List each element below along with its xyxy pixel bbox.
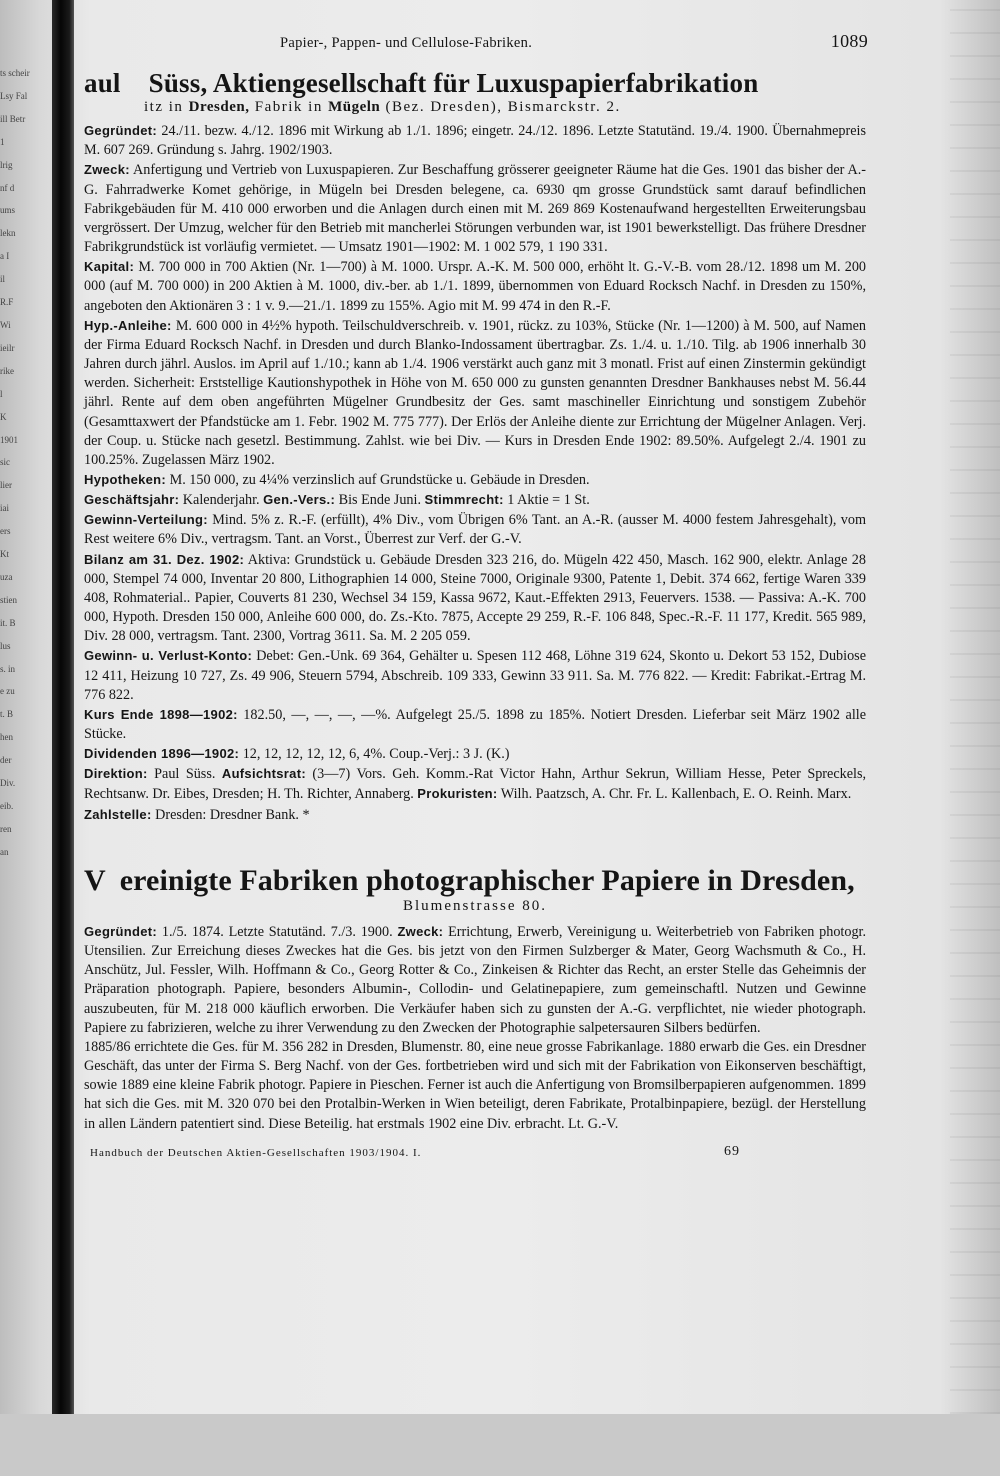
section-text: M. 700 000 in 700 Aktien (Nr. 1—700) à M. 1000. Urspr. A.-K. M. 500 000, erhöht lt. G.-V.-B. vom 28./12. 1898 um M. 200 000 (auf M. 700 000) in 200 Aktien à M. 1000, div.-ber. ab 1./1. 1899, übernommen von Eduard Rocksch Nachf. in Dresden zu 150%, angeboten den Aktionären 3 : 1 v. 9.—21./1. 1899 zu 155%. Agio mit M. 99 474 in den R.-F. — [84, 259, 867, 314]
margin-fragment: K — [0, 411, 7, 422]
running-head-title: Papier-, Pappen- und Cellulose-Fabriken. — [280, 35, 533, 51]
section-key: Bilanz am 31. Dez. 1902: — [84, 551, 245, 567]
section-text: M. 150 000, zu 4¼% verzinslich auf Grundstücke u. Gebäude in Dresden. — [169, 471, 590, 488]
margin-fragment: lrig — [0, 159, 13, 170]
section-separator — [84, 825, 866, 865]
section-text: 12, 12, 12, 12, 12, 6, 4%. Coup.-Verj.: 3 J. (K.) — [242, 746, 510, 763]
section-key: Kapital: — [84, 259, 135, 275]
company2-section — [84, 922, 866, 1038]
company2-title-text: ereinigte Fabriken photographischer Papiere in Dresden, — [119, 863, 855, 897]
section-text: Errichtung, Erwerb, Vereinigung u. Weiterbetrieb von Fabriken photogr. Utensilien. Zur Erreichung dieses Zweckes hat die Ges. bis jetzt von den Firmen Sulzberger & Mater, Georg Wachsmuth & Co., H. Anschütz, Jul. Fessler, Wilh. Hoffmann & Co., Georg Rotter & Co., Zinkeisen & Richter das Recht, an erster Stelle das Geheimnis der Präparation photograph. Papiere, besonders Albumin-, Collodin- und Gelatinepapiere, zum gemeinschaftl. Nutzen und Gewinne auszubeuten, für M. 218 000 käuflich erworben. Die Verkäufer haben sich zu gunsten der A.-G. verpflichtet, nie wieder photograph. Papiere zu fabrizieren, welche zu ihrer Verwendung zu den Zwecken der Photographie salpetersauren Silbers bedürfen. — [84, 923, 867, 1036]
section-text: (3—7) Vors. Geh. Komm.-Rat Victor Hahn, Arthur Sekrun, William Hesse, Peter Spreckels, Rechtsanw. Dr. Eibes, Dresden; H. Th. Richter, Annaberg. — [84, 766, 867, 803]
company2-title — [84, 865, 866, 897]
company1-section — [84, 490, 866, 510]
margin-fragment: ts scheir — [0, 68, 30, 78]
margin-fragment: 1901 — [0, 434, 18, 445]
section-text: 1 Aktie = 1 St. — [507, 492, 590, 509]
margin-fragment: e zu — [0, 686, 15, 697]
margin-fragment: Kt — [0, 549, 9, 560]
section-key: Kurs Ende 1898—1902: — [84, 706, 238, 722]
section-text: Anfertigung und Vertrieb von Luxuspapieren. Zur Beschaffung grösserer geeigneter Räume hat die Ges. 1901 das bisher der A.-G. Fahrradwerke Komet gehörige, in Mügeln bei Dresden belegene, ca. 6930 qm grosse Grundstück samt darauf befindlichen Fabrikgebäuden für M. 410 000 erworben und die Anlagen durch einen mit M. 269 869 Kostenaufwand hergestellten Erweiterungsbau vergrössert. Der Umzug, welcher für den Betrieb mit mancherlei Störungen verbunden war, ist 1901 bewerkstelligt. Das frühere Dresdner Fabrikgrundstück ist vorläufig vermietet. — Umsatz 1901—1902: M. 1 002 579, 1 190 331. — [84, 162, 866, 256]
company1-title — [84, 68, 866, 98]
section-key: Aufsichtsrat: — [221, 766, 306, 782]
book-spine-shadow — [52, 0, 74, 1414]
margin-fragment: lekn — [0, 228, 16, 239]
section-text: 1885/86 errichtete die Ges. für M. 356 282 in Dresden, Blumenstr. 80, eine neue grosse Fabrikanlage. 1880 erwarb die Ges. ein Dresdner Geschäft, das unter der Firma S. Berg Nachf. von der Ges. fortbetrieben wird und sich mit der Fabrikation von Eikonserven beschäftigt, sowie 1889 eine kleine Fabrik photogr. Papiere in Pieschen. Ferner ist auch die Anfertigung von Bromsilberpapieren aufgenommen. 1899 hat sich die Ges. mit M. 320 070 bei den Protalbin-Werken in Wien beteiligt, deren Fabrikate, Protalbinpapiere, bezügl. der Herstellung in allen Ländern patentiert sind. Diese Beteilig. hat erstmals 1902 eine Div. erbracht. Lt. G.-V. — [84, 1038, 866, 1132]
company1-title-text: Süss, Aktiengesellschaft für Luxuspapierfabrikation — [148, 68, 759, 98]
company1-section — [84, 805, 866, 825]
section-key: Zahlstelle: — [84, 806, 152, 822]
company1-section — [84, 121, 866, 160]
margin-fragment: Div. — [0, 778, 16, 789]
company1-section — [84, 550, 866, 647]
section-key: Hyp.-Anleihe: — [84, 317, 172, 333]
company2-section — [84, 1038, 866, 1134]
margin-fragment: Wi — [0, 319, 11, 330]
company2-sections — [84, 922, 866, 1134]
section-key: Gen.-Vers.: — [263, 492, 336, 508]
section-key: Stimmrecht: — [424, 492, 504, 508]
margin-fragment: iai — [0, 503, 9, 514]
company1-section — [84, 646, 866, 704]
section-key: Gewinn-Verteilung: — [84, 512, 208, 528]
section-key: Geschäftsjahr: — [84, 492, 180, 508]
margin-fragment: ums — [0, 205, 16, 216]
section-key: Gewinn- u. Verlust-Konto: — [84, 648, 253, 664]
section-key: Dividenden 1896—1902: — [84, 746, 240, 762]
page-footer — [84, 1142, 866, 1162]
margin-fragment: lier — [0, 480, 12, 491]
margin-fragment: ieilr — [0, 342, 15, 353]
section-key: Zweck: — [84, 162, 130, 178]
section-text: Aktiva: Grundstück u. Gebäude Dresden 323 216, do. Mügeln 422 450, Masch. 162 900, elektr. Anlage 28 000, Stempel 74 000, Inventar 20 800, Lithographien 14 000, Steine 7000, Originale 9300, Patente 1, Debit. 374 662, fertige Waren 339 408, Rohmaterial.. Papier, Couverts 81 230, Wechsel 34 159, Kassa 9672, Kaut.-Effekten 2913, Feuervers. 1538. — Passiva: A.-K. 700 000, Hypoth. Dresden 150 000, Anleihe 600 000, do. Zs.-Kto. 7875, Accepte 29 259, R.-F. 106 848, Spec.-R.-F. 11 177, Kredit. 565 989, Div. 28 000, vertragsm. Tant. 2300, Vortrag 3611. Sa. M. 2 205 059. — [84, 551, 866, 645]
company1-factory-city: Mügeln — [328, 99, 381, 115]
company1-seat-mid: Fabrik in — [254, 99, 323, 115]
margin-fragment: a I — [0, 251, 10, 262]
company1-seat-city: Dresden, — [188, 99, 250, 115]
company1-seat-post: (Bez. Dresden), Bismarckstr. 2. — [385, 99, 621, 115]
margin-fragment: Lsy Fal — [0, 90, 28, 101]
margin-fragment: eib. — [0, 801, 14, 811]
section-key: Hypotheken: — [84, 471, 167, 487]
margin-fragment: s. in — [0, 663, 16, 674]
margin-fragment: rike — [0, 365, 14, 376]
footer-title: Handbuch der Deutschen Aktien-Gesellschaften 1903/1904. I. — [90, 1146, 422, 1159]
company2-title-prefix: V — [84, 863, 106, 897]
company1-section — [84, 744, 866, 764]
company1-section — [84, 510, 866, 549]
section-text: Dresden: Dresdner Bank. * — [155, 806, 310, 823]
section-key: Gegründet: — [84, 923, 158, 939]
margin-fragment: stien — [0, 594, 17, 605]
left-margin-fragments — [0, 0, 52, 1476]
margin-fragment: il — [0, 274, 6, 285]
margin-fragment: 1 — [0, 136, 5, 147]
company1-sections — [84, 121, 866, 825]
margin-fragment: ers — [0, 526, 11, 537]
company1-section — [84, 764, 866, 804]
section-text: Kalenderjahr. — [182, 492, 260, 509]
section-text: Paul Süss. — [154, 766, 216, 783]
section-text: Mind. 5% z. R.-F. (erfüllt), 4% Div., vom Übrigen 6% Tant. an A.-R. (ausser M. 4000 festem Jahresgehalt), vom Rest weitere 6% Div., vertragsm. Tant. an Vorst., Überrest zur Verf. der G.-V. — [84, 512, 866, 548]
margin-fragment: t. B — [0, 709, 14, 720]
section-key: Prokuristen: — [417, 786, 498, 802]
margin-fragment: ren — [0, 823, 12, 834]
margin-fragment: an — [0, 846, 9, 857]
page-content — [84, 30, 866, 1162]
section-text: Debet: Gen.-Unk. 69 364, Gehälter u. Spesen 112 468, Löhne 319 624, Skonto u. Dekort 53 152, Dubiose 12 411, Heizung 10 727, Zs. 49 906, Steuern 5794, Abschreib. 109 333, Gewinn 33 911. Sa. M. 776 822. — Kredit: Fabrikat.-Ertrag M. 776 822. — [84, 648, 866, 703]
margin-fragment: uza — [0, 571, 13, 582]
running-head — [84, 30, 866, 58]
margin-fragment: der — [0, 755, 12, 766]
company2-address: Blumenstrasse 80. — [403, 897, 547, 914]
company1-section — [84, 160, 866, 257]
section-key: Gegründet: — [84, 123, 158, 139]
margin-fragment: R.F — [0, 297, 14, 308]
company1-section — [84, 470, 866, 490]
footer-signature-number: 69 — [724, 1143, 740, 1159]
margin-fragment: hen — [0, 732, 13, 743]
section-text: 24./11. bezw. 4./12. 1896 mit Wirkung ab 1./1. 1896; eingetr. 24./12. 1896. Letzte Statutänd. 19./4. 1900. Übernahmepreis M. 607 269. Gründung s. Jahrg. 1902/1903. — [84, 123, 866, 159]
margin-fragment: sic — [0, 457, 10, 468]
company1-seat — [144, 98, 866, 117]
page-number: 1089 — [830, 31, 868, 51]
section-text: M. 600 000 in 4½% hypoth. Teilschuldverschreib. v. 1901, rückz. zu 103%, Stücke (Nr. 1—1200) à M. 500, auf Namen der Firma Eduard Rocksch Nachf. in Dresden und durch Blanko-Indossament übertragbar. Zs. 1./4. u. 1./10. Tilg. ab 1906 innerhalb 30 Jahren durch jährl. Auslos. im April auf 1./10.; kann ab 1./4. 1906 verstärkt auch ganz mit 3 monatl. Frist auf einen Zinstermin gekündigt werden. Sicherheit: Erststellige Kautionshypothek in Höhe von M. 650 000 zu gunsten genannten Dresdner Bankhauses nebst M. 56.44 jährl. Rente auf dem oben angeführten Mügelner Grundbesitz der Ges. samt maschineller Einrichtung und sonstigem Zubehör (Gesamttaxwert der Pfandstücke am 1. Febr. 1902 M. 775 777). Der Erlös der Anleihe diente zur Errichtung der Mügelner Anlagen. Verj. der Coup. u. Stücke nach gesetzl. Bestimmung. Zahlst. wie bei Div. — Kurs in Dresden Ende 1902: 89.50%. Aufgelegt 2./4. 1901 zu 100.25%. Zugelassen März 1902. — [84, 317, 867, 468]
margin-fragment: it. B — [0, 617, 16, 628]
margin-fragment: nf d — [0, 182, 15, 193]
section-key: Zweck: — [397, 923, 444, 939]
margin-fragment: lus — [0, 640, 11, 651]
section-text: Bis Ende Juni. — [338, 492, 421, 509]
margin-fragment: l — [0, 388, 3, 399]
section-text: 1./5. 1874. Letzte Statutänd. 7./3. 1900. — [161, 923, 393, 940]
section-key: Direktion: — [84, 766, 148, 782]
company1-seat-pre: itz in — [144, 99, 184, 115]
company1-section — [84, 705, 866, 744]
right-margin-edge — [950, 0, 1000, 1414]
margin-fragment: ill Betr — [0, 113, 26, 124]
company1-title-prefix: aul — [84, 68, 121, 98]
company1-section — [84, 316, 866, 470]
company1-section — [84, 257, 866, 315]
section-text: Wilh. Paatzsch, A. Chr. Fr. L. Kallenbach, E. O. Reinh. Marx. — [500, 786, 852, 803]
section-text: 182.50, —, —, —, —%. Aufgelegt 25./5. 1898 zu 185%. Notiert Dresden. Lieferbar seit März 1902 alle Stücke. — [84, 706, 866, 742]
